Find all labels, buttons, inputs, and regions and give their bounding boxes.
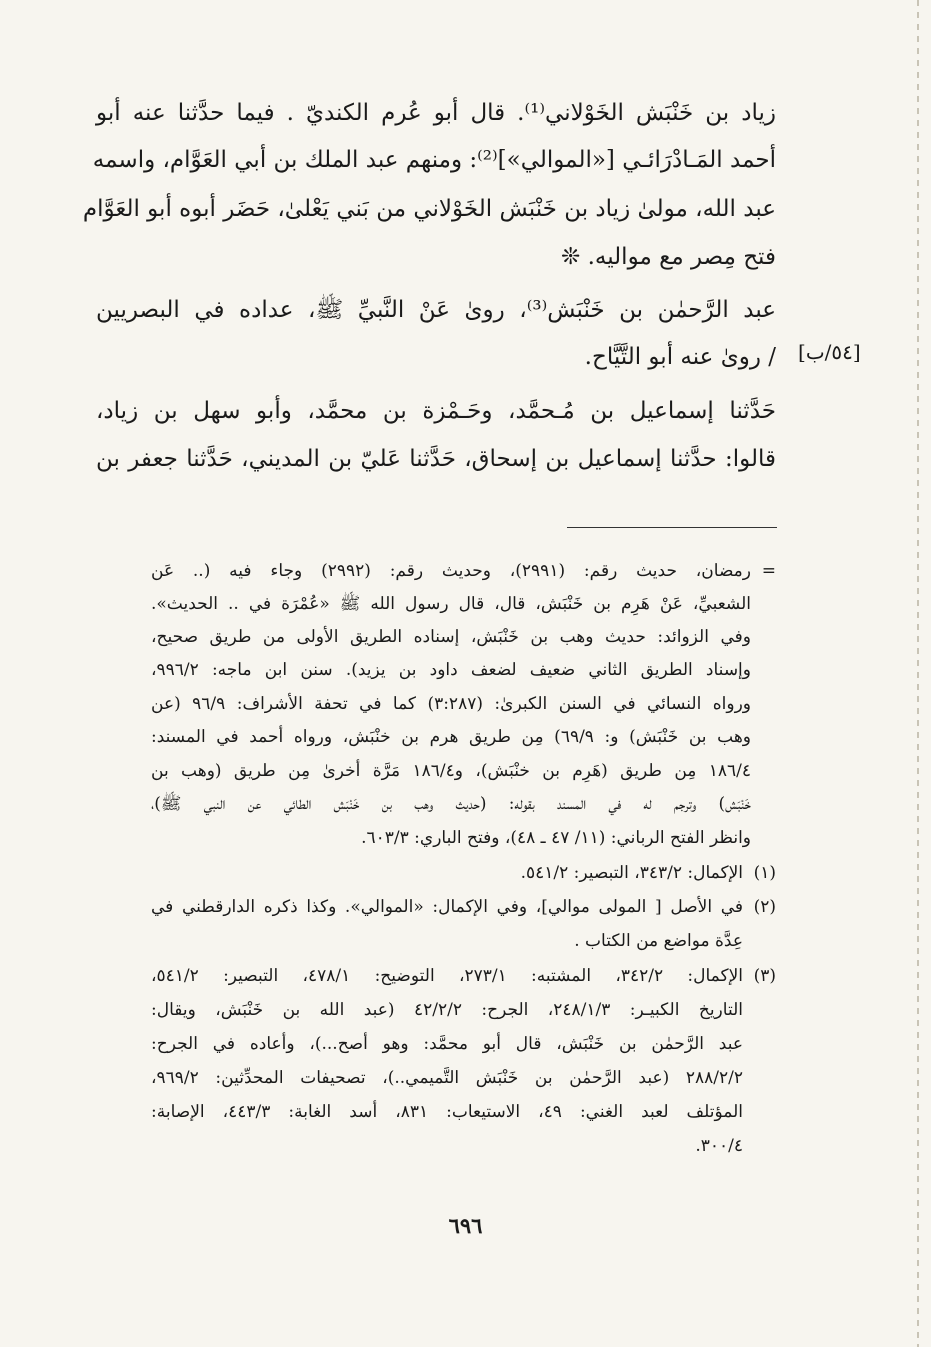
main-text-line: حَدَّثنا إسماعيل بن مُـحمَّد، وحَـمْزة بن محمَّد، وأبو سهل بن زياد،	[96, 398, 776, 424]
footnote-line: ورواه النسائي في السنن الكبرىٰ: (٣:٢٨٧) كما في تحفة الأشراف: ٩٦/٩ (عن	[151, 694, 751, 714]
scan-gutter-edge	[917, 0, 919, 1347]
footnote-line: التاريخ الكبيـر: ٢٤٨/١/٣، الجرح: ٤٢/٢/٢ (عبد الله بن خَنْبَش، ويقال:	[151, 1000, 743, 1020]
footnote-line: عِدَّة مواضع من الكتاب .	[574, 931, 743, 951]
footnote-line: وإسناد الطريق الثاني ضعيف لضعف داود بن يزيد). سنن ابن ماجه: ٩٩٦/٢،	[151, 660, 751, 680]
footnote-line: وهب بن خَنْبَش) و: ٦٩/٩) مِن طريق هرم بن خنْبَش، ورواه أحمد في المسند:	[151, 727, 751, 747]
footnote-line: المؤتلف لعبد الغني: ٤٩، الاستيعاب: ٨٣١، أسد الغابة: ٤٤٣/٣، الإصابة:	[151, 1102, 744, 1122]
footnote-line: رمضان، حديث رقم: (٢٩٩١)، وحديث رقم: (٢٩٩٢) وجاء فيه (.. عَن	[151, 561, 751, 581]
main-text-line: قالوا: حدَّثنا إسماعيل بن إسحاق، حَدَّثنا عَليّ بن المديني، حَدَّثنا جعفر بن	[96, 446, 776, 472]
margin-folio-reference: [٥٤/ب]	[798, 340, 861, 364]
main-text-line: عبد الله، مولىٰ زياد بن خَنْبَش الخَوْلاني من بَني يَعْلىٰ، حَضَر أبوه أبو العَوَّام	[82, 196, 776, 222]
footnote-line: ٢٨٨/٢/٢ (عبد الرَّحمٰن بن خَنْبَش التَّميمي..)، تصحيفات المحدِّثين: ٩٦٩/٢،	[151, 1068, 743, 1088]
main-text-line: زياد بن خَنْبَش الخَوْلاني⁽¹⁾. قال أبو عُرم الكنديّ . فيما حدَّثنا عنه أبو	[96, 100, 776, 126]
footnote-line: عبد الرَّحمٰن بن خَنْبَش، قال أبو محمَّد: وهو أصح...)، وأعاده في الجرح:	[151, 1034, 743, 1054]
footnote-line: في الأصل [ المولى موالي]، وفي الإكمال: «الموالي». وكذا ذكره الدارقطني في	[151, 897, 743, 917]
footnote-continuation-marker: =	[761, 561, 776, 581]
footnote-line: خَنْبَش) وترجم له في المسند بقوله: (حديث وهب بن خَنْبَش الطائي عن النبي ﷺ)،	[151, 794, 751, 814]
footnote-line: ٣٠٠/٤.	[695, 1136, 743, 1156]
main-text-line: أحمد المَـادْرَائـي [«الموالي»]⁽²⁾: ومنهم عبد الملك بن أبي العَوَّام، واسمه	[92, 147, 776, 173]
main-text-line: عبد الرَّحمٰن بن خَنْبَش⁽³⁾، روىٰ عَنْ النَّبيِّ ﷺ، عداده في البصريين	[96, 297, 776, 323]
main-text-line: فتح مِصر مع مواليه. ❊	[561, 244, 776, 270]
footnote-line: الإكمال: ٣٤٢/٢، المشتبه: ٢٧٣/١، التوضيح: ٤٧٨/١، التبصير: ٥٤١/٢،	[151, 966, 743, 986]
footnote-number: (١)	[753, 863, 776, 883]
footnote-line: وفي الزوائد: حديث وهب بن خَنْبَش، إسناده الطريق الأولى من طريق صحيح،	[151, 627, 751, 647]
footnote-separator	[567, 527, 777, 528]
footnote-line: وانظر الفتح الرباني: (١١/ ٤٧ ـ ٤٨)، وفتح الباري: ٦٠٣/٣.	[361, 828, 751, 848]
footnote-line: الإكمال: ٣٤٣/٢، التبصير: ٥٤١/٢.	[520, 863, 743, 883]
footnote-line: ١٨٦/٤ مِن طريق (هَرِم بن خنْبَش)، و١٨٦/٤ مَرَّة أخرىٰ مِن طريق (وهب بن	[151, 761, 751, 781]
footnote-line: الشعبيِّ، عَنْ هَرِم بن خَنْبَش، قال، قال رسول الله ﷺ «عُمْرَة في .. الحديث».	[151, 594, 751, 614]
footnote-number: (٣)	[753, 966, 776, 986]
footnote-number: (٢)	[753, 897, 776, 917]
main-text-line: / روىٰ عنه أبو التَّيَّاح.	[584, 344, 776, 370]
page-number: ٦٩٦	[448, 1213, 483, 1238]
